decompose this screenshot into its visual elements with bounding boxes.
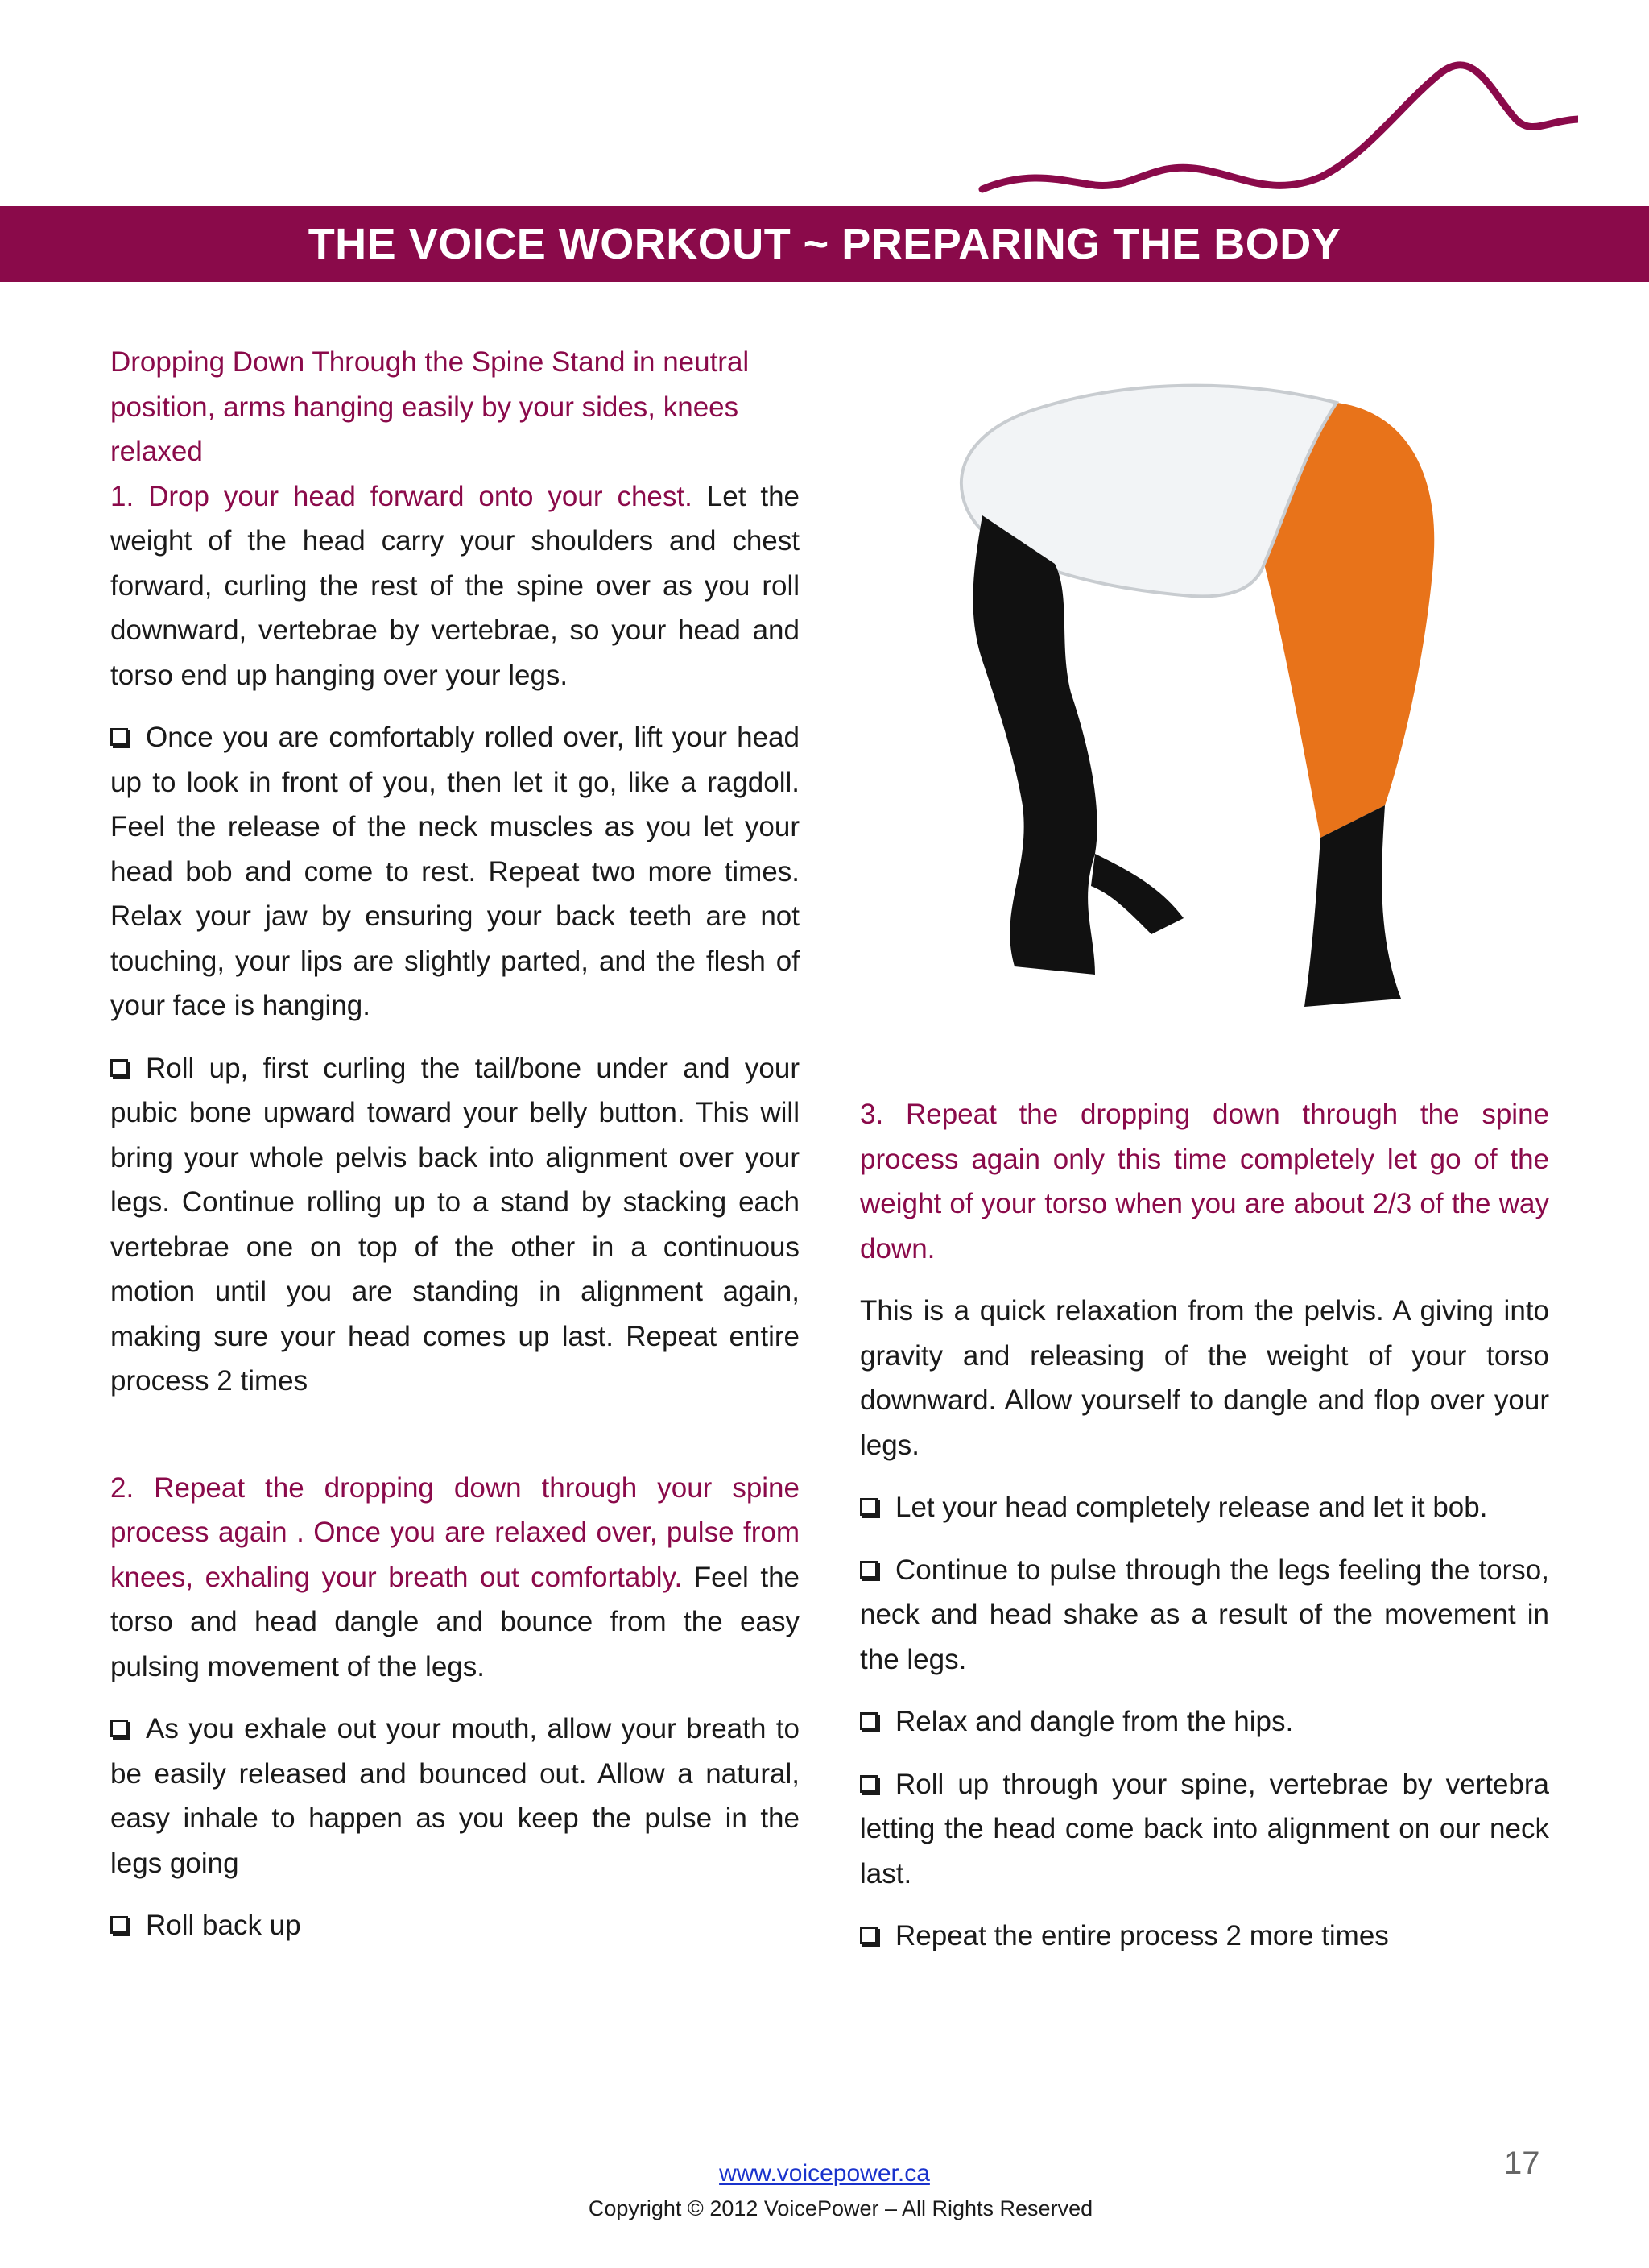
checkbox-icon bbox=[110, 728, 128, 746]
relaxation-paragraph: This is a quick relaxation from the pelvis. A giving into gravity and releasing of the weight of your torso downward. Allow yourself to dangle and flop over your legs. bbox=[860, 1295, 1549, 1461]
step-1-text: Let the weight of the head carry your shoulders and chest forward, curling the rest of the spine over as you roll downward, vertebrae by vertebrae, so your head and torso end up hanging over your legs. bbox=[110, 480, 800, 691]
left-bullet-1-text: Once you are comfortably rolled over, lift your head up to look in front of you, then let it go, like a ragdoll. Feel the release of the neck muscles as you let your head bob and come to rest. Repeat two more times. Relax your jaw by ensuring your back teeth are not touching, your lips are slightly parted, and the flesh of your face is hanging. bbox=[110, 722, 800, 1021]
left-bullet-3 bbox=[110, 1707, 800, 1885]
right-column bbox=[860, 1092, 1549, 1976]
left-column bbox=[110, 340, 800, 1966]
right-bullet-2 bbox=[860, 1548, 1549, 1682]
right-bullet-3 bbox=[860, 1699, 1549, 1744]
right-bullet-1 bbox=[860, 1485, 1549, 1530]
intro-line-1: Dropping Down Through the Spine Stand in neutral bbox=[110, 346, 750, 378]
right-bullet-5-text: Repeat the entire process 2 more times bbox=[895, 1920, 1389, 1951]
step-2-text: Feel the torso and head dangle and bounce from the easy pulsing movement of the legs. bbox=[110, 1561, 800, 1682]
right-bullet-2-text: Continue to pulse through the legs feeling the torso, neck and head shake as a result of the movement in the legs. bbox=[860, 1554, 1549, 1675]
forward-bend-illustration bbox=[886, 354, 1465, 1015]
step-2-lead: 2. Repeat the dropping down through your spine process again . Once you are relaxed over, pulse from knees, exhaling your breath out comfortably. bbox=[110, 1471, 800, 1593]
step-3: 3. Repeat the dropping down through the spine process again only this time completely let go of the weight of your torso when you are about 2/3 of the way down. bbox=[860, 1099, 1549, 1264]
right-bullet-4-text: Roll up through your spine, vertebrae by vertebra letting the head come back into alignment on our neck last. bbox=[860, 1768, 1549, 1889]
left-bullet-4-text: Roll back up bbox=[146, 1910, 301, 1941]
right-bullet-1-text: Let your head completely release and let it bob. bbox=[895, 1492, 1488, 1523]
checkbox-icon bbox=[110, 1916, 128, 1934]
checkbox-icon bbox=[110, 1720, 128, 1737]
checkbox-icon bbox=[860, 1712, 878, 1730]
copyright-notice: Copyright © 2012 VoicePower – All Rights Reserved bbox=[588, 2196, 1093, 2220]
left-bullet-4 bbox=[110, 1903, 800, 1948]
right-bullet-5 bbox=[860, 1914, 1549, 1959]
left-bullet-1 bbox=[110, 715, 800, 1028]
checkbox-icon bbox=[860, 1561, 878, 1579]
step-1 bbox=[110, 474, 800, 698]
exercise-intro bbox=[110, 340, 800, 474]
website-link[interactable]: www.voicepower.ca bbox=[719, 2160, 930, 2187]
page-title-banner: THE VOICE WORKOUT ~ PREPARING THE BODY bbox=[0, 206, 1649, 282]
voicepower-swoosh-logo bbox=[966, 40, 1578, 201]
checkbox-icon bbox=[860, 1775, 878, 1793]
checkbox-icon bbox=[860, 1498, 878, 1516]
checkbox-icon bbox=[860, 1927, 878, 1944]
step-2 bbox=[110, 1466, 800, 1690]
right-bullet-4 bbox=[860, 1762, 1549, 1897]
right-bullet-3-text: Relax and dangle from the hips. bbox=[895, 1706, 1294, 1737]
step-1-lead: 1. Drop your head forward onto your chest. bbox=[110, 480, 692, 512]
checkbox-icon bbox=[110, 1059, 128, 1077]
page-number: 17 bbox=[1504, 2146, 1540, 2181]
left-bullet-3-text: As you exhale out your mouth, allow your breath to be easily released and bounced out. Allow a natural, easy inhale to happen as you keep the pulse in the legs going bbox=[110, 1713, 800, 1879]
intro-line-2: position, arms hanging easily by your sides, knees bbox=[110, 391, 739, 423]
intro-line-3: relaxed bbox=[110, 436, 203, 467]
left-bullet-2 bbox=[110, 1046, 800, 1404]
left-bullet-2-text: Roll up, first curling the tail/bone under and your pubic bone upward toward your belly button. This will bring your whole pelvis back into alignment over your legs. Continue rolling up to a stand by stacking each vertebrae one on top of the other in a continuous motion until you are standing in alignment again, making sure your head comes up last. Repeat entire process 2 times bbox=[110, 1052, 800, 1397]
